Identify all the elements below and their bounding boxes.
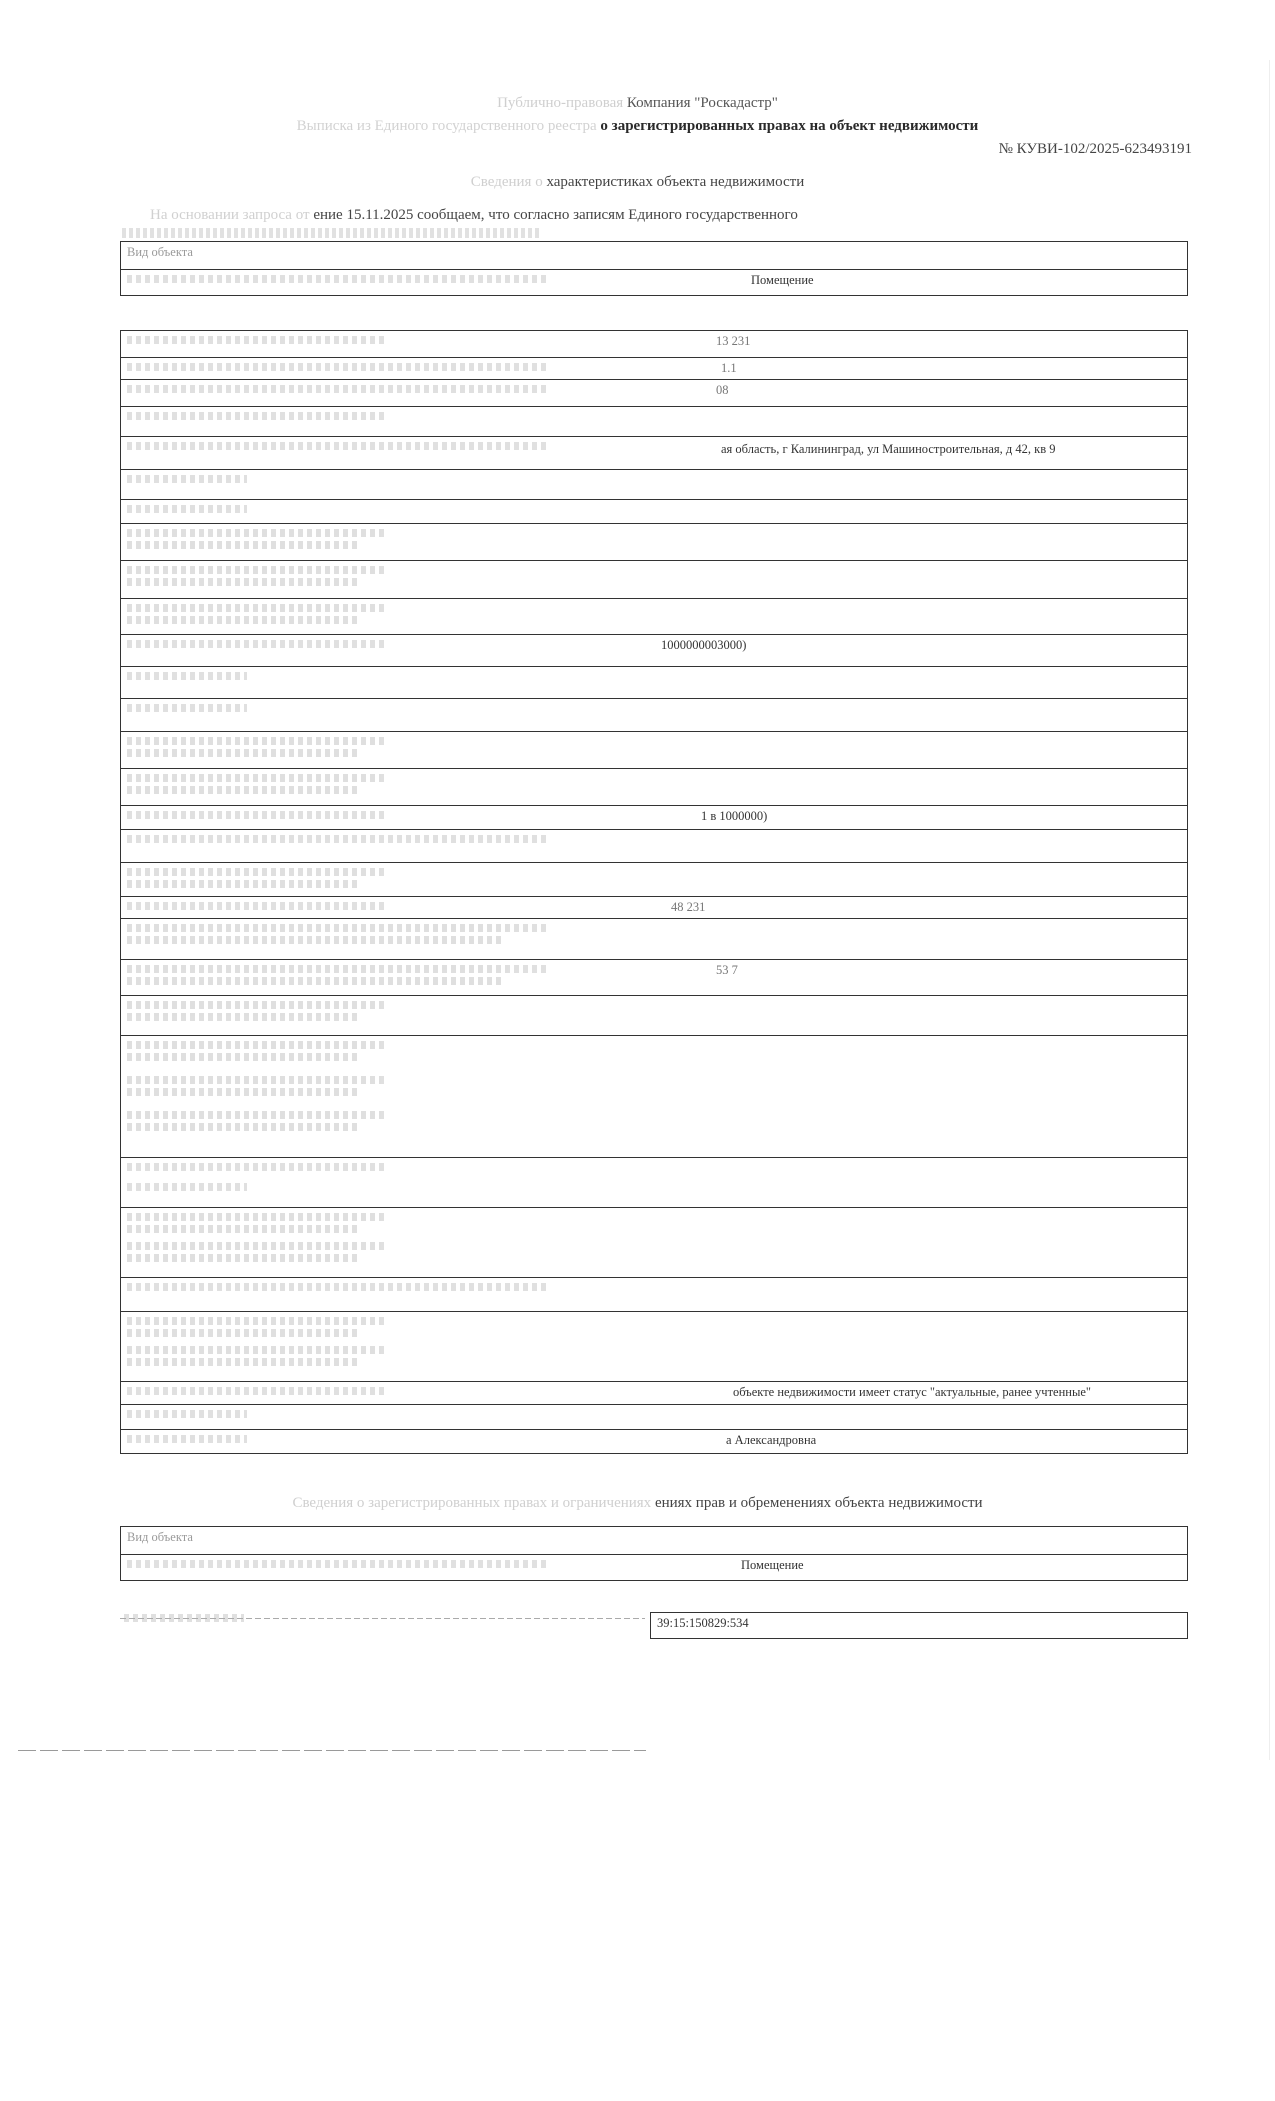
table-row: 1.1 [121, 358, 1187, 380]
table-row [121, 470, 1187, 500]
section-title-rights: Сведения о зарегистрированных правах и ограничениях ениях прав и обременениях объекта недвижимости [292, 1495, 983, 1511]
cadastral-label-area [120, 1610, 645, 1636]
table-row [121, 667, 1187, 699]
table-row [121, 919, 1187, 960]
table-row: 13 231 [121, 331, 1187, 358]
rights-object-type-table [120, 1526, 1188, 1581]
table-row [121, 769, 1187, 806]
table-row [121, 1158, 1187, 1208]
table-row [121, 599, 1187, 635]
table-row: Помещение [121, 270, 1187, 295]
intro-paragraph: На основании запроса от ение 15.11.2025 сообщаем, что согласно записям Единого государственного [150, 207, 798, 223]
table-row-address: ая область, г Калининград, ул Машиностроительная, д 42, кв 9 [121, 437, 1187, 470]
document-title: Выписка из Единого государственного реестра о зарегистрированных правах на объект недвижимости [296, 118, 979, 134]
object-type-table [120, 241, 1188, 296]
page-divider [18, 1750, 646, 1751]
table-row [121, 561, 1187, 599]
table-row: 08 [121, 380, 1187, 407]
table-row: 53 7 [121, 960, 1187, 996]
table-row [121, 1405, 1187, 1430]
table-row: Вид объекта [121, 242, 1187, 270]
table-row [121, 732, 1187, 769]
table-row-status: объекте недвижимости имеет статус "актуальные, ранее учтенные" [121, 1382, 1187, 1405]
cadastral-number-table [650, 1612, 1188, 1639]
intro-continuation [122, 228, 542, 238]
table-row [121, 863, 1187, 897]
table-row [121, 830, 1187, 863]
header-org: Публично-правовая Компания "Роскадастр" [497, 95, 778, 111]
table-row [121, 524, 1187, 561]
section-title-characteristics: Сведения о характеристиках объекта недвижимости [470, 174, 805, 190]
table-row [121, 1278, 1187, 1312]
table-row-cadastral: 39:15:150829:534 [657, 1616, 749, 1630]
table-row: 1000000003000) [121, 635, 1187, 667]
characteristics-table [120, 330, 1188, 1454]
table-row [121, 1208, 1187, 1278]
table-row [121, 1312, 1187, 1382]
table-row [121, 996, 1187, 1036]
table-row [121, 699, 1187, 732]
table-row: 1 в 1000000) [121, 806, 1187, 830]
table-row: Помещение [121, 1555, 1187, 1580]
table-row-person: а Александровна [121, 1430, 1187, 1453]
table-row [121, 1036, 1187, 1158]
table-row: 48 231 [121, 897, 1187, 919]
table-row [121, 407, 1187, 437]
table-row [121, 500, 1187, 524]
table-row: Вид объекта [121, 1527, 1187, 1555]
document-number: № КУВИ-102/2025-623493191 [998, 141, 1192, 157]
